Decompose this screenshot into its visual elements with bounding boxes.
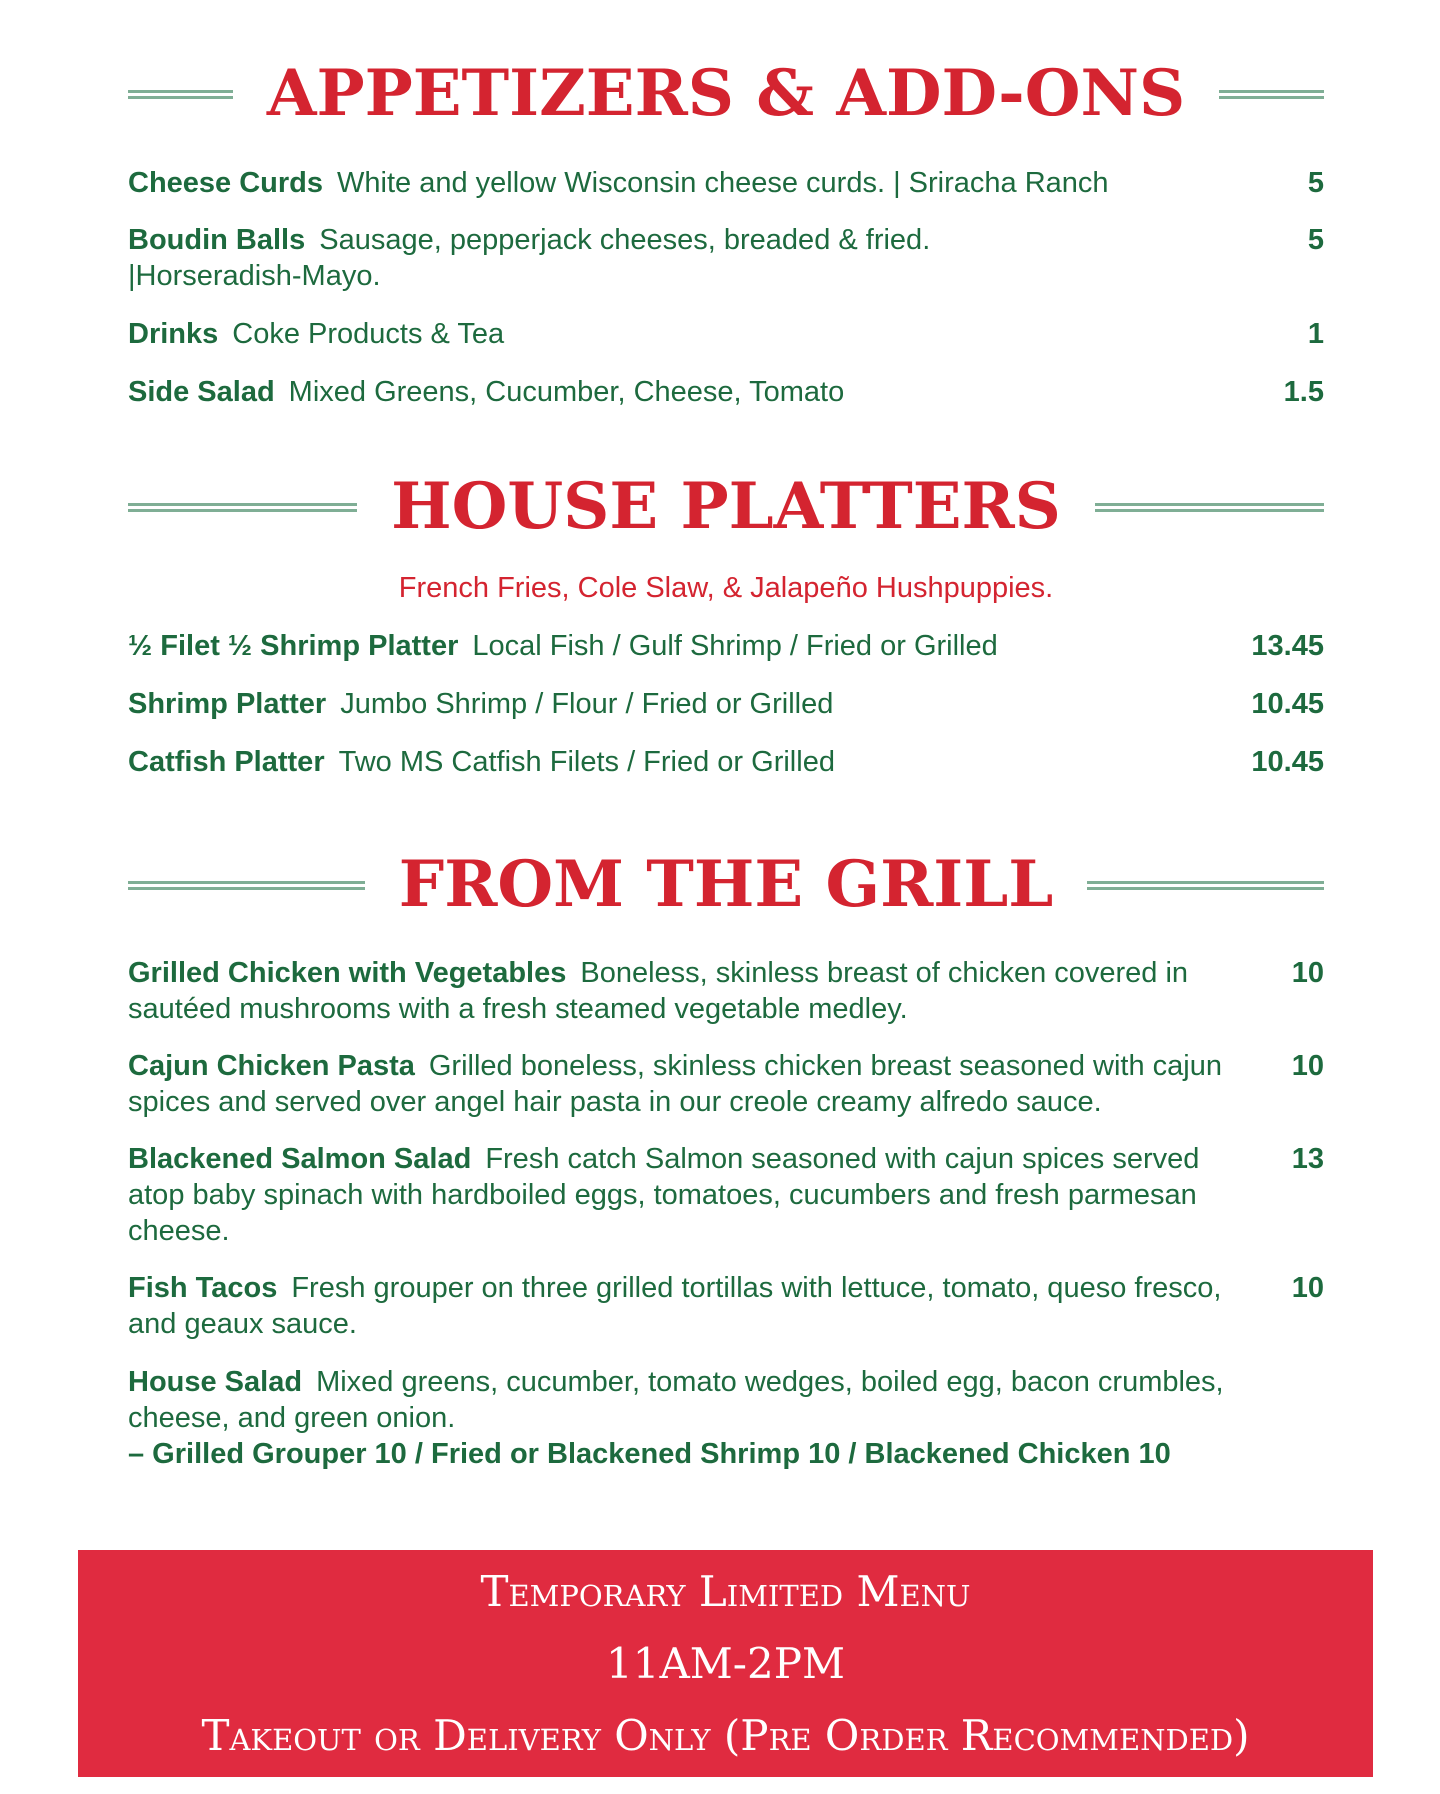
item-description: Sausage, pepperjack cheeses, breaded & fried. |Horseradish-Mayo. [128,224,931,292]
menu-item-boudin-balls [128,222,1324,294]
platters-sides-note: French Fries, Cole Slaw, & Jalapeño Hushpuppies. [398,572,1054,604]
item-price: 10.45 [1251,688,1324,720]
appetizers-title: APPETIZERS & ADD-ONS [266,56,1186,131]
item-description: White and yellow Wisconsin cheese curds. | Sriracha Ranch [337,167,1109,199]
item-price: 13.45 [1251,630,1324,662]
item-name: Catfish Platter [128,746,325,778]
menu-item-cheese-curds [128,165,1324,201]
platters-header [128,467,1324,547]
item-name: Fish Tacos [128,1272,278,1304]
grill-title: FROM THE GRILL [398,847,1054,922]
appetizers-header [128,54,1324,134]
banner-title: Temporary Limited Menu [480,1567,971,1616]
item-price: 10.45 [1251,746,1324,778]
item-description: Jumbo Shrimp / Flour / Fried or Grilled [340,688,834,720]
item-name: Grilled Chicken with Vegetables [128,957,567,989]
item-price: 10 [1291,957,1324,989]
item-description: Grilled boneless, skinless chicken breast seasoned with cajun spices and served over angel hair pasta in our creole creamy alfredo sauce. [128,1050,1222,1118]
menu-item-cajun-chicken-pasta [128,1048,1324,1120]
platters-title: HOUSE PLATTERS [391,469,1061,544]
banner-hours: 11AM-2PM [606,1639,845,1688]
menu-item-house-salad [128,1364,1324,1472]
item-name: Shrimp Platter [128,688,327,720]
item-name: Blackened Salmon Salad [128,1143,472,1175]
item-description: Mixed greens, cucumber, tomato wedges, boiled egg, bacon crumbles, cheese, and green onion. [128,1366,1224,1434]
menu-item-drinks [128,316,1324,352]
header-rule-right [1095,503,1324,512]
menu-item-filet-shrimp-platter [128,628,1324,664]
header-rule-left [128,90,233,99]
item-description: Fresh catch Salmon seasoned with cajun spices served atop baby spinach with hardboiled eggs, tomatoes, cucumbers and fresh parmesan cheese. [128,1143,1200,1247]
item-price: 10 [1291,1272,1324,1304]
item-description: Coke Products & Tea [232,318,505,350]
header-rule-left [128,503,357,512]
item-name: Boudin Balls [128,224,306,256]
item-name: ½ Filet ½ Shrimp Platter [128,630,459,662]
item-price: 5 [1307,167,1324,199]
menu-notice-banner [78,1550,1373,1777]
item-addons: – Grilled Grouper 10 / Fried or Blackened Shrimp 10 / Blackened Chicken 10 [128,1438,1171,1470]
item-name: Cheese Curds [128,167,324,199]
item-description: Boneless, skinless breast of chicken covered in sautéed mushrooms with a fresh steamed vegetable medley. [128,957,1189,1025]
item-price: 10 [1291,1050,1324,1082]
item-name: Cajun Chicken Pasta [128,1050,415,1082]
item-description: Mixed Greens, Cucumber, Cheese, Tomato [288,376,845,408]
header-rule-right [1219,90,1324,99]
item-price: 1.5 [1283,376,1324,408]
item-name: House Salad [128,1366,303,1398]
menu-item-blackened-salmon-salad [128,1141,1324,1249]
item-price: 1 [1307,318,1324,350]
menu-item-side-salad [128,374,1324,410]
header-rule-right [1087,881,1324,890]
item-price: 5 [1307,224,1324,256]
item-description: Local Fish / Gulf Shrimp / Fried or Grilled [472,630,998,662]
grill-header [128,845,1324,925]
item-description: Fresh grouper on three grilled tortillas with lettuce, tomato, queso fresco, and geaux sauce. [128,1272,1222,1340]
menu-item-catfish-platter [128,744,1324,780]
menu-item-fish-tacos [128,1270,1324,1342]
item-name: Side Salad [128,376,275,408]
item-name: Drinks [128,318,219,350]
item-price: 13 [1291,1143,1324,1175]
banner-service-note: Takeout or Delivery Only (Pre Order Recommended) [201,1711,1250,1760]
header-rule-left [128,881,365,890]
item-description: Two MS Catfish Filets / Fried or Grilled [338,746,835,778]
menu-item-grilled-chicken [128,955,1324,1027]
menu-item-shrimp-platter [128,686,1324,722]
